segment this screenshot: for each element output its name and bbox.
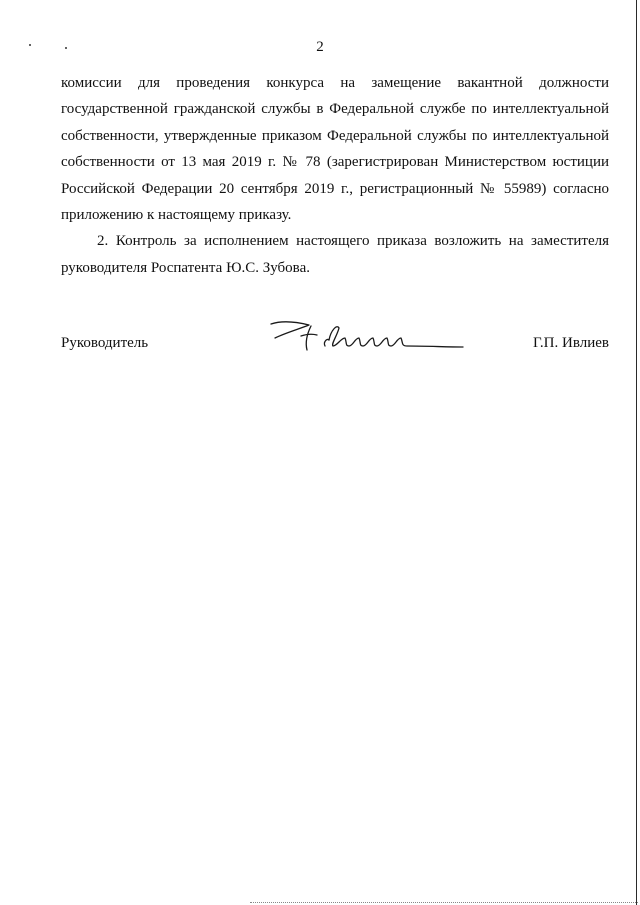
signer-title: Руководитель bbox=[61, 335, 149, 351]
text-line: собственности от 13 мая 2019 г. № 78 (зарегистрирован Министерством юстиции bbox=[61, 154, 609, 171]
text-line: государственной гражданской службы в Федеральной службе по интеллектуальной bbox=[61, 101, 609, 118]
page-bottom-edge bbox=[250, 902, 638, 903]
paragraph-1 bbox=[61, 70, 609, 228]
signature-block bbox=[61, 334, 609, 364]
text-line: приложению к настоящему приказу. bbox=[61, 207, 292, 224]
document-body bbox=[61, 70, 609, 281]
text-line: комиссии для проведения конкурса на замещение вакантной должности bbox=[61, 75, 609, 91]
page-edge bbox=[636, 0, 637, 905]
handwritten-signature bbox=[267, 316, 467, 356]
text-line: Российской Федерации 20 сентября 2019 г., регистрационный № 55989) согласно bbox=[61, 180, 609, 197]
signer-name: Г.П. Ивлиев bbox=[532, 335, 609, 351]
page-number: 2 bbox=[316, 39, 324, 55]
text-line: собственности, утвержденные приказом Федеральной службы по интеллектуальной bbox=[61, 127, 609, 144]
paragraph-2 bbox=[61, 228, 609, 281]
text-line: руководителя Роспатента Ю.С. Зубова. bbox=[61, 259, 310, 276]
text-line: 2. Контроль за исполнением настоящего приказа возложить на заместителя bbox=[97, 233, 609, 250]
